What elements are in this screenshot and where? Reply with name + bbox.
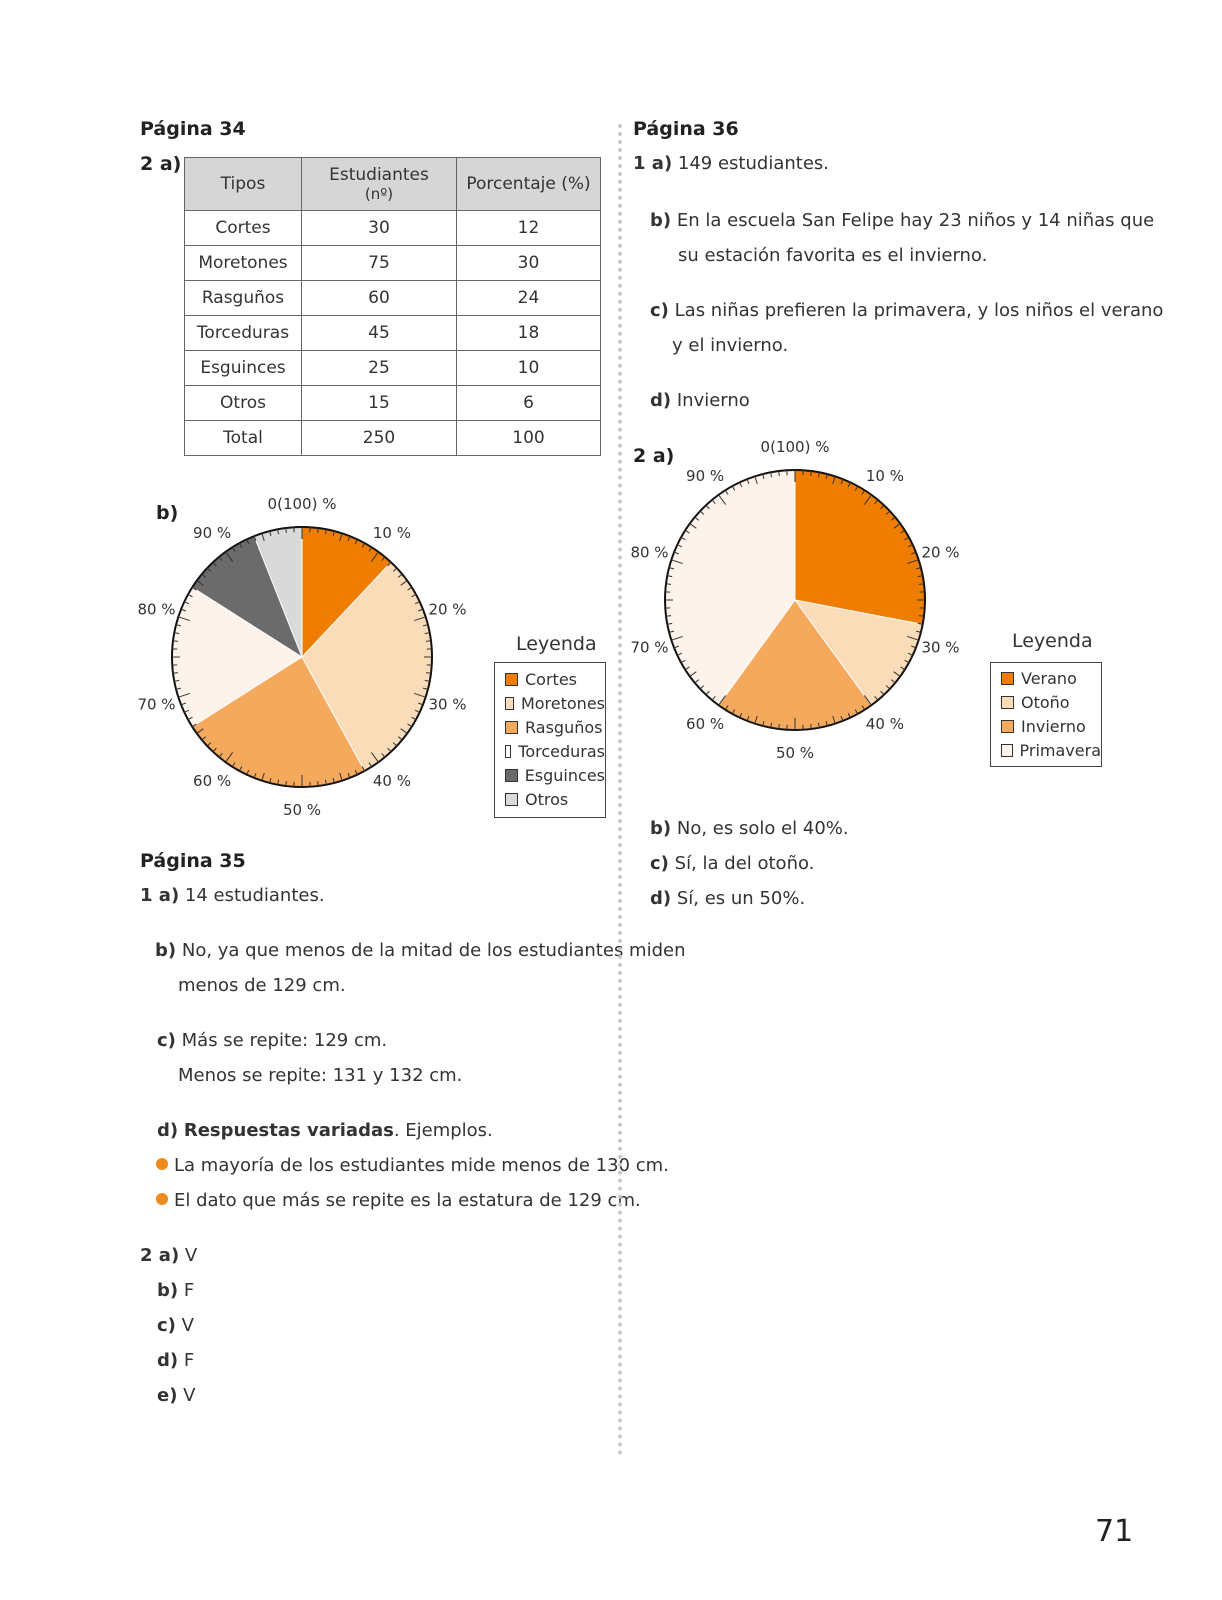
question-2a-label-right: 2 a) xyxy=(633,445,675,467)
injuries-tick-label: 80 % xyxy=(137,600,176,619)
table-cell: Total xyxy=(185,421,302,456)
legend-title: Leyenda xyxy=(516,633,597,655)
answer-bold-text: Respuestas variadas xyxy=(183,1120,394,1141)
seasons-tick xyxy=(666,584,671,585)
answer-label: c) xyxy=(157,1030,176,1051)
legend-label: Otoño xyxy=(1021,692,1070,712)
p35-answer-2c xyxy=(157,1315,194,1336)
answer-label: 1 a) xyxy=(633,153,673,174)
table-cell: 30 xyxy=(457,246,601,281)
p36-answer-1c xyxy=(650,300,1163,321)
p35-answer-2e xyxy=(157,1385,196,1406)
answer-text: F xyxy=(183,1350,195,1371)
legend-item-cortes xyxy=(495,667,605,691)
table-cell: Esguinces xyxy=(185,351,302,386)
seasons-tick xyxy=(779,724,780,729)
answer-label: d) xyxy=(157,1120,179,1141)
table-header-row xyxy=(185,158,601,211)
p36-answer-1b-line2: su estación favorita es el invierno. xyxy=(678,245,988,266)
table-cell: Cortes xyxy=(185,211,302,246)
table-cell: Rasguños xyxy=(185,281,302,316)
injuries-tick xyxy=(318,781,319,786)
legend-label: Cortes xyxy=(525,669,577,689)
p36-answer-2b xyxy=(650,818,849,839)
seasons-tick xyxy=(666,616,671,617)
table-cell: 45 xyxy=(302,316,457,351)
table-row xyxy=(185,211,601,246)
bullet-text: La mayoría de los estudiantes mide menos de 130 cm. xyxy=(174,1155,669,1176)
answer-text: No, es solo el 40%. xyxy=(676,818,849,839)
seasons-tick xyxy=(779,471,780,476)
injuries-tick-label: 0(100) % xyxy=(267,495,337,513)
p36-answer-1b xyxy=(650,210,1154,231)
table-cell: 10 xyxy=(457,351,601,386)
seasons-tick-label: 70 % xyxy=(630,638,669,657)
table-cell: 24 xyxy=(457,281,601,316)
p35-answer-2b xyxy=(157,1280,194,1301)
injuries-tick xyxy=(286,781,287,786)
injuries-tick xyxy=(173,673,178,674)
bullet-text: El dato que más se repite es la estatura de 129 cm. xyxy=(174,1190,641,1211)
p36-answer-1d xyxy=(650,390,750,411)
seasons-tick-label: 10 % xyxy=(865,467,904,486)
answer-label: b) xyxy=(157,1280,179,1301)
swatch-icon xyxy=(505,697,514,710)
table-row xyxy=(185,246,601,281)
injuries-tick xyxy=(173,641,178,642)
table-row xyxy=(185,281,601,316)
swatch-icon xyxy=(505,769,518,782)
legend-item-verano xyxy=(991,666,1101,690)
seasons-tick-label: 50 % xyxy=(775,744,815,762)
table-row xyxy=(185,316,601,351)
p36-answer-1a xyxy=(633,153,829,174)
header-estudiantes xyxy=(302,158,457,211)
seasons-slice-verano xyxy=(795,470,925,624)
table-cell: 15 xyxy=(302,386,457,421)
injuries-tick xyxy=(286,528,287,533)
header-estudiantes-line1: Estudiantes xyxy=(329,165,429,185)
answer-text: F xyxy=(183,1280,195,1301)
swatch-icon xyxy=(505,745,511,758)
header-porcentaje: Porcentaje (%) xyxy=(457,158,601,211)
answer-label: c) xyxy=(157,1315,176,1336)
injuries-tick xyxy=(426,641,431,642)
injury-table xyxy=(184,157,601,456)
injuries-tick-label: 50 % xyxy=(282,801,322,819)
legend-label: Rasguños xyxy=(525,717,603,737)
answer-label: c) xyxy=(650,300,669,321)
legend-item-primavera xyxy=(991,738,1101,762)
legend-item-invierno xyxy=(991,714,1101,738)
legend-label: Invierno xyxy=(1021,716,1086,736)
table-cell: 18 xyxy=(457,316,601,351)
table-cell: 6 xyxy=(457,386,601,421)
column-divider xyxy=(618,124,622,1456)
answer-label: b) xyxy=(650,818,672,839)
answer-label: d) xyxy=(157,1350,179,1371)
seasons-tick xyxy=(811,724,812,729)
p35-answer-1c xyxy=(157,1030,387,1051)
p36-answer-2d xyxy=(650,888,805,909)
p35-answer-1b-line2: menos de 129 cm. xyxy=(178,975,346,996)
injuries-tick-label: 90 % xyxy=(193,524,232,543)
answer-text: No, ya que menos de la mitad de los estudiantes miden xyxy=(181,940,686,961)
page-34-heading: Página 34 xyxy=(140,118,246,140)
seasons-legend xyxy=(990,662,1102,767)
injuries-legend xyxy=(494,662,606,818)
legend-item-torceduras xyxy=(495,739,605,763)
table-cell: Torceduras xyxy=(185,316,302,351)
answer-text: V xyxy=(181,1315,194,1336)
swatch-icon xyxy=(1001,720,1014,733)
injuries-tick-label: 10 % xyxy=(372,524,411,543)
p35-answer-1a xyxy=(140,885,325,906)
question-2a-label: 2 a) xyxy=(140,153,182,175)
injuries-tick-label: 30 % xyxy=(428,695,467,714)
bullet-item xyxy=(156,1155,669,1176)
legend-label: Primavera xyxy=(1019,740,1101,760)
p35-answer-1d xyxy=(157,1120,493,1141)
table-row-total xyxy=(185,421,601,456)
header-estudiantes-line2: (nº) xyxy=(364,185,394,203)
seasons-tick xyxy=(919,584,924,585)
p36-answer-1c-line2: y el invierno. xyxy=(672,335,789,356)
bullet-icon xyxy=(156,1158,168,1170)
table-cell: 100 xyxy=(457,421,601,456)
answer-text: . Ejemplos. xyxy=(393,1120,493,1141)
seasons-tick-label: 40 % xyxy=(865,714,904,733)
bullet-item xyxy=(156,1190,641,1211)
page-number: 71 xyxy=(1095,1514,1134,1549)
injuries-tick-label: 20 % xyxy=(428,600,467,619)
bullet-icon xyxy=(156,1193,168,1205)
answer-text: Invierno xyxy=(676,390,750,411)
answer-label: 1 a) xyxy=(140,885,180,906)
answer-label: d) xyxy=(650,888,672,909)
legend-label: Otros xyxy=(525,789,569,809)
page-35-heading: Página 35 xyxy=(140,850,246,872)
injuries-tick xyxy=(318,528,319,533)
p35-answer-2d xyxy=(157,1350,194,1371)
seasons-tick-label: 20 % xyxy=(921,543,960,562)
legend-item-otros xyxy=(495,787,605,811)
seasons-tick xyxy=(919,616,924,617)
legend-label: Esguinces xyxy=(524,765,605,785)
swatch-icon xyxy=(505,673,518,686)
seasons-tick xyxy=(811,471,812,476)
table-cell: 30 xyxy=(302,211,457,246)
table-row xyxy=(185,351,601,386)
seasons-tick-label: 60 % xyxy=(686,714,725,733)
answer-text: 149 estudiantes. xyxy=(677,153,829,174)
table-cell: Moretones xyxy=(185,246,302,281)
swatch-icon xyxy=(1001,744,1013,757)
injuries-tick-label: 40 % xyxy=(372,771,411,790)
injuries-tick xyxy=(426,673,431,674)
question-b-label: b) xyxy=(156,502,179,524)
swatch-icon xyxy=(505,721,518,734)
page-36-heading: Página 36 xyxy=(633,118,739,140)
seasons-tick-label: 30 % xyxy=(921,638,960,657)
header-tipos: Tipos xyxy=(185,158,302,211)
table-row xyxy=(185,386,601,421)
answer-text: Las niñas prefieren la primavera, y los niños el verano xyxy=(674,300,1164,321)
seasons-tick-label: 80 % xyxy=(630,543,669,562)
swatch-icon xyxy=(1001,696,1014,709)
p36-answer-2c xyxy=(650,853,814,874)
injuries-tick-label: 70 % xyxy=(137,695,176,714)
answer-text: En la escuela San Felipe hay 23 niños y 14 niñas que xyxy=(676,210,1155,231)
answer-text: Más se repite: 129 cm. xyxy=(181,1030,388,1051)
legend-item-otono xyxy=(991,690,1101,714)
table-cell: 12 xyxy=(457,211,601,246)
injuries-tick-label: 60 % xyxy=(193,771,232,790)
legend-item-rasgunos xyxy=(495,715,605,739)
answer-text: V xyxy=(184,1245,198,1266)
legend-title: Leyenda xyxy=(1012,630,1093,652)
answer-label: e) xyxy=(157,1385,178,1406)
p35-answer-2a xyxy=(140,1245,197,1266)
seasons-pie-chart xyxy=(625,440,985,770)
swatch-icon xyxy=(1001,672,1014,685)
legend-item-esguinces xyxy=(495,763,605,787)
answer-text: Sí, la del otoño. xyxy=(674,853,815,874)
seasons-tick-label: 90 % xyxy=(686,467,725,486)
answer-label: b) xyxy=(155,940,177,961)
answer-label: 2 a) xyxy=(140,1245,180,1266)
legend-label: Torceduras xyxy=(518,741,605,761)
answer-text: 14 estudiantes. xyxy=(184,885,325,906)
legend-label: Verano xyxy=(1021,668,1077,688)
injuries-pie-chart xyxy=(130,495,490,825)
table-cell: 25 xyxy=(302,351,457,386)
seasons-tick-label: 0(100) % xyxy=(760,440,830,456)
p35-answer-1c-line2: Menos se repite: 131 y 132 cm. xyxy=(178,1065,463,1086)
swatch-icon xyxy=(505,793,518,806)
answer-text: V xyxy=(183,1385,196,1406)
table-cell: 250 xyxy=(302,421,457,456)
table-cell: Otros xyxy=(185,386,302,421)
answer-label: d) xyxy=(650,390,672,411)
table-cell: 75 xyxy=(302,246,457,281)
legend-label: Moretones xyxy=(520,693,605,713)
table-cell: 60 xyxy=(302,281,457,316)
answer-label: c) xyxy=(650,853,669,874)
legend-item-moretones xyxy=(495,691,605,715)
p35-answer-1b xyxy=(155,940,685,961)
answer-label: b) xyxy=(650,210,672,231)
answer-text: Sí, es un 50%. xyxy=(676,888,806,909)
